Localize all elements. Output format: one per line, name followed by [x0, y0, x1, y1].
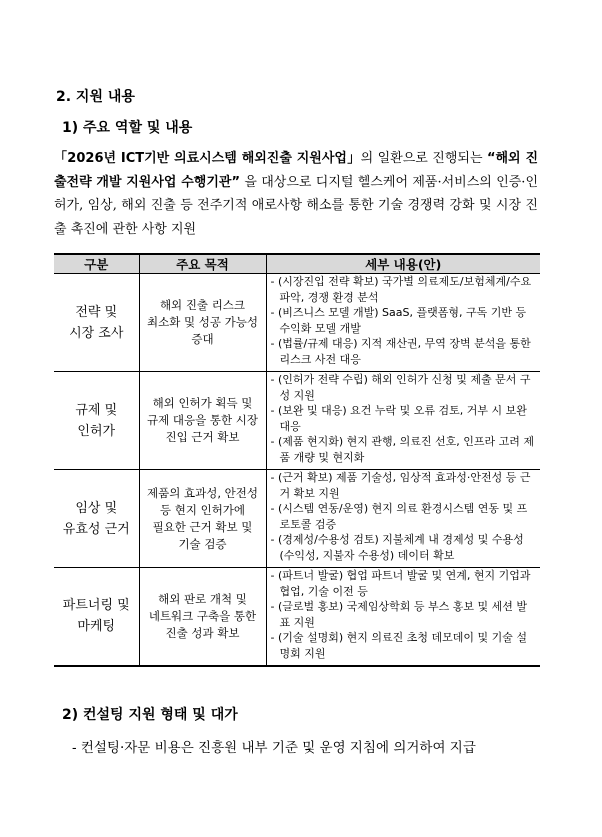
row-details: [266, 470, 540, 568]
detail-item: - (경제성/수용성 검토) 지불체계 내 경제성 및 수용성 (수익성, 지불자 수용성) 데이터 확보: [270, 533, 524, 562]
detail-item: - (보완 및 대응) 요건 누락 및 오류 검토, 거부 시 보완 대응: [270, 404, 527, 433]
row-purpose: 제품의 효과성, 안전성 등 현지 인허가에 필요한 근거 확보 및 기술 검증: [139, 470, 266, 568]
table-row: [54, 274, 540, 372]
row-category: 파트너링 및 마케팅: [54, 568, 139, 666]
support-table: [54, 253, 540, 667]
detail-item: - (기술 설명회) 현지 의료진 초청 데모데이 및 기술 설명회 지원: [270, 631, 528, 660]
detail-item: - (시장진입 전략 확보) 국가별 의료제도/보험체계/수요 파악, 경쟁 환경 분석: [270, 275, 532, 304]
row-details: [266, 568, 540, 666]
row-purpose: 해외 판로 개척 및 네트워크 구축을 통한 진출 성과 확보: [139, 568, 266, 666]
detail-item: - (법률/규제 대응) 지적 재산권, 무역 장벽 분석을 통한 리스크 사전 대응: [270, 337, 531, 366]
row-details: [266, 274, 540, 372]
row-category: 임상 및 유효성 근거: [54, 470, 139, 568]
header-details: 세부 내용(안): [266, 254, 540, 274]
row-purpose: 해외 인허가 획득 및 규제 대응을 통한 시장 진입 근거 확보: [139, 372, 266, 470]
row-details: [266, 372, 540, 470]
intro-text-2: 을 대상으로 디지털 헬스케어 제품·서비스의 인증·인허가, 임상, 해외 진출 등 전주기적 애로사항 해소를 통한 기술 경쟁력 강화 및 시장 진출 촉진에 관한 사항 지원: [54, 174, 538, 237]
row-category: 규제 및 인허가: [54, 372, 139, 470]
detail-item: - (파트너 발굴) 협업 파트너 발굴 및 연계, 현지 기업과 협업, 기술 이전 등: [270, 569, 531, 598]
table-row: [54, 568, 540, 666]
table-row: [54, 372, 540, 470]
detail-item: - (글로벌 홍보) 국제임상학회 등 부스 홍보 및 세션 발표 지원: [270, 600, 528, 629]
intro-text-1: 의 일환으로 진행되는: [360, 151, 487, 166]
detail-item: - (시스템 연동/운영) 현지 의료 환경시스템 연동 및 프로토콜 검증: [270, 502, 528, 531]
header-purpose: 주요 목적: [139, 254, 266, 274]
table-row: [54, 470, 540, 568]
row-purpose: 해외 진출 리스크 최소화 및 성공 가능성 증대: [139, 274, 266, 372]
program-name: 「2026년 ICT기반 의료시스템 해외진출 지원사업」: [54, 151, 361, 166]
header-category: 구분: [54, 254, 139, 274]
detail-item: - (비즈니스 모델 개발) SaaS, 플랫폼형, 구독 기반 등 수익화 모델 개발: [270, 306, 527, 335]
detail-item: - (인허가 전략 수립) 해외 인허가 신청 및 제출 문서 구성 지원: [270, 373, 531, 402]
bullet-line: - 컨설팅·자문 비용은 진흥원 내부 기준 및 운영 지침에 의거하여 지급: [72, 740, 476, 756]
target-org: “해외 진출전략 개발 지원사업 수행기관”: [54, 151, 539, 190]
intro-paragraph: [54, 147, 538, 241]
detail-item: - (제품 현지화) 현지 관행, 의료진 선호, 인프라 고려 제품 개량 및 현지화: [270, 435, 535, 464]
table-header-row: [54, 254, 540, 274]
subsection-title-2: 2) 컨설팅 지원 형태 및 대가: [62, 707, 238, 723]
section-title: 2. 지원 내용: [56, 89, 135, 105]
detail-item: - (근거 확보) 제품 기술성, 임상적 효과성·안전성 등 근거 확보 지원: [270, 471, 531, 500]
subsection-title-1: 1) 주요 역할 및 내용: [62, 120, 193, 136]
row-category: 전략 및 시장 조사: [54, 274, 139, 372]
